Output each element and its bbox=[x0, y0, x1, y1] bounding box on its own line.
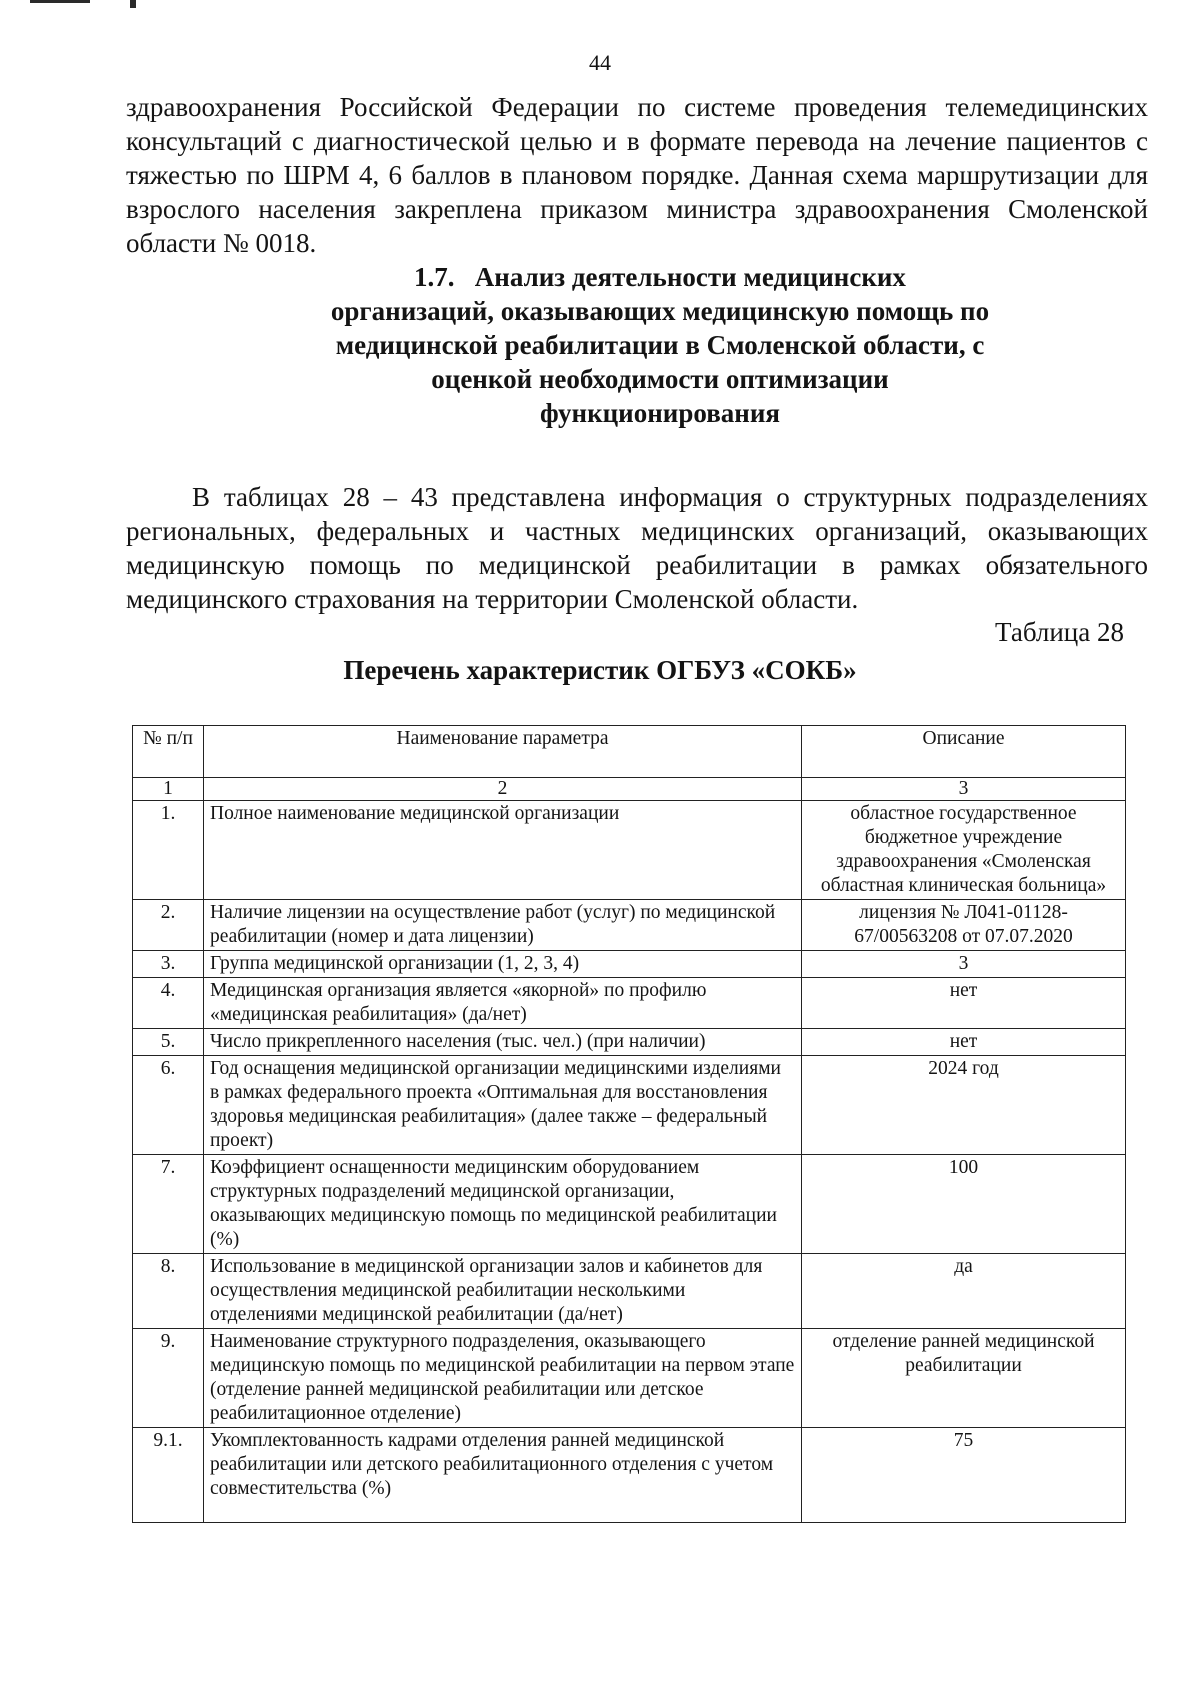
header-name: Наименование параметра bbox=[204, 726, 802, 778]
table-row bbox=[133, 951, 1126, 978]
header-desc: Описание bbox=[802, 726, 1126, 778]
row-num: 7. bbox=[133, 1155, 204, 1254]
row-desc: 75 bbox=[802, 1428, 1126, 1523]
intro-paragraph: здравоохранения Российской Федерации по системе проведения телемедицинских консультаций с диагностической целью и в формате перевода на лечение пациентов с тяжестью по ШРМ 4, 6 баллов в плановом порядке. Данная схема маршрутизации для взрослого населения закреплена приказом министра здравоохранения Смоленской области № 0018. bbox=[126, 92, 1148, 258]
row-num: 6. bbox=[133, 1056, 204, 1155]
row-desc: областное государственное бюджетное учреждение здравоохранения «Смоленская областная клиническая больница» bbox=[802, 801, 1126, 900]
table-row bbox=[133, 1428, 1126, 1523]
table-label: Таблица 28 bbox=[995, 617, 1124, 647]
section-title: Анализ деятельности медицинских организаций, оказывающих медицинскую помощь по медицинской реабилитации в Смоленской области, с оценкой необходимости оптимизации функционирования bbox=[330, 262, 990, 428]
parameters-table bbox=[132, 725, 1126, 1523]
table-row bbox=[133, 1329, 1126, 1428]
table-row bbox=[133, 1056, 1126, 1155]
row-num: 9. bbox=[133, 1329, 204, 1428]
row-name: Наименование структурного подразделения, оказывающего медицинскую помощь по медицинской реабилитации на первом этапе (отделение ранней медицинской реабилитации или детское реабилитационное отделение) bbox=[204, 1329, 802, 1428]
row-desc: нет bbox=[802, 1029, 1126, 1056]
table-title: Перечень характеристик ОГБУЗ «СОКБ» bbox=[343, 655, 857, 685]
row-name: Группа медицинской организации (1, 2, 3, 4) bbox=[204, 951, 802, 978]
row-name: Медицинская организация является «якорной» по профилю «медицинская реабилитация» (да/нет) bbox=[204, 978, 802, 1029]
row-desc: 3 bbox=[802, 951, 1126, 978]
row-desc: нет bbox=[802, 978, 1126, 1029]
row-num: 4. bbox=[133, 978, 204, 1029]
row-num: 1. bbox=[133, 801, 204, 900]
table-row bbox=[133, 1254, 1126, 1329]
row-name: Укомплектованность кадрами отделения ранней медицинской реабилитации или детского реабилитационного отделения с учетом совместительства (%) bbox=[204, 1428, 802, 1523]
row-num: 5. bbox=[133, 1029, 204, 1056]
row-num: 2. bbox=[133, 900, 204, 951]
section-heading bbox=[330, 260, 990, 430]
row-name: Наличие лицензии на осуществление работ (услуг) по медицинской реабилитации (номер и дата лицензии) bbox=[204, 900, 802, 951]
row-name: Год оснащения медицинской организации медицинскими изделиями в рамках федерального проекта «Оптимальная для восстановления здоровья медицинская реабилитация» (далее также – федеральный проект) bbox=[204, 1056, 802, 1155]
index-cell: 1 bbox=[133, 778, 204, 801]
row-num: 9.1. bbox=[133, 1428, 204, 1523]
row-num: 8. bbox=[133, 1254, 204, 1329]
table-row bbox=[133, 1029, 1126, 1056]
row-desc: да bbox=[802, 1254, 1126, 1329]
row-name: Число прикрепленного населения (тыс. чел.) (при наличии) bbox=[204, 1029, 802, 1056]
row-name: Использование в медицинской организации залов и кабинетов для осуществления медицинской реабилитации несколькими отделениями медицинской реабилитации (да/нет) bbox=[204, 1254, 802, 1329]
table-row bbox=[133, 1155, 1126, 1254]
row-desc: 2024 год bbox=[802, 1056, 1126, 1155]
index-cell: 3 bbox=[802, 778, 1126, 801]
scan-artifact bbox=[30, 0, 90, 3]
header-num: № п/п bbox=[133, 726, 204, 778]
table-row bbox=[133, 978, 1126, 1029]
scan-artifact bbox=[130, 0, 136, 8]
page-number: 44 bbox=[589, 50, 611, 75]
row-desc: 100 bbox=[802, 1155, 1126, 1254]
table-header-row bbox=[133, 726, 1126, 778]
index-cell: 2 bbox=[204, 778, 802, 801]
body-paragraph: В таблицах 28 – 43 представлена информация о структурных подразделениях региональных, федеральных и частных медицинских организаций, оказывающих медицинскую помощь по медицинской реабилитации в рамках обязательного медицинского страхования на территории Смоленской области. bbox=[126, 482, 1148, 614]
section-number: 1.7. bbox=[414, 262, 455, 292]
row-name: Коэффициент оснащенности медицинским оборудованием структурных подразделений медицинской организации, оказывающих медицинскую помощь по медицинской реабилитации (%) bbox=[204, 1155, 802, 1254]
row-desc: отделение ранней медицинской реабилитации bbox=[802, 1329, 1126, 1428]
table-row bbox=[133, 801, 1126, 900]
index-row bbox=[133, 778, 1126, 801]
row-num: 3. bbox=[133, 951, 204, 978]
row-desc: лицензия № Л041-01128-67/00563208 от 07.07.2020 bbox=[802, 900, 1126, 951]
table-row bbox=[133, 900, 1126, 951]
row-name: Полное наименование медицинской организации bbox=[204, 801, 802, 900]
